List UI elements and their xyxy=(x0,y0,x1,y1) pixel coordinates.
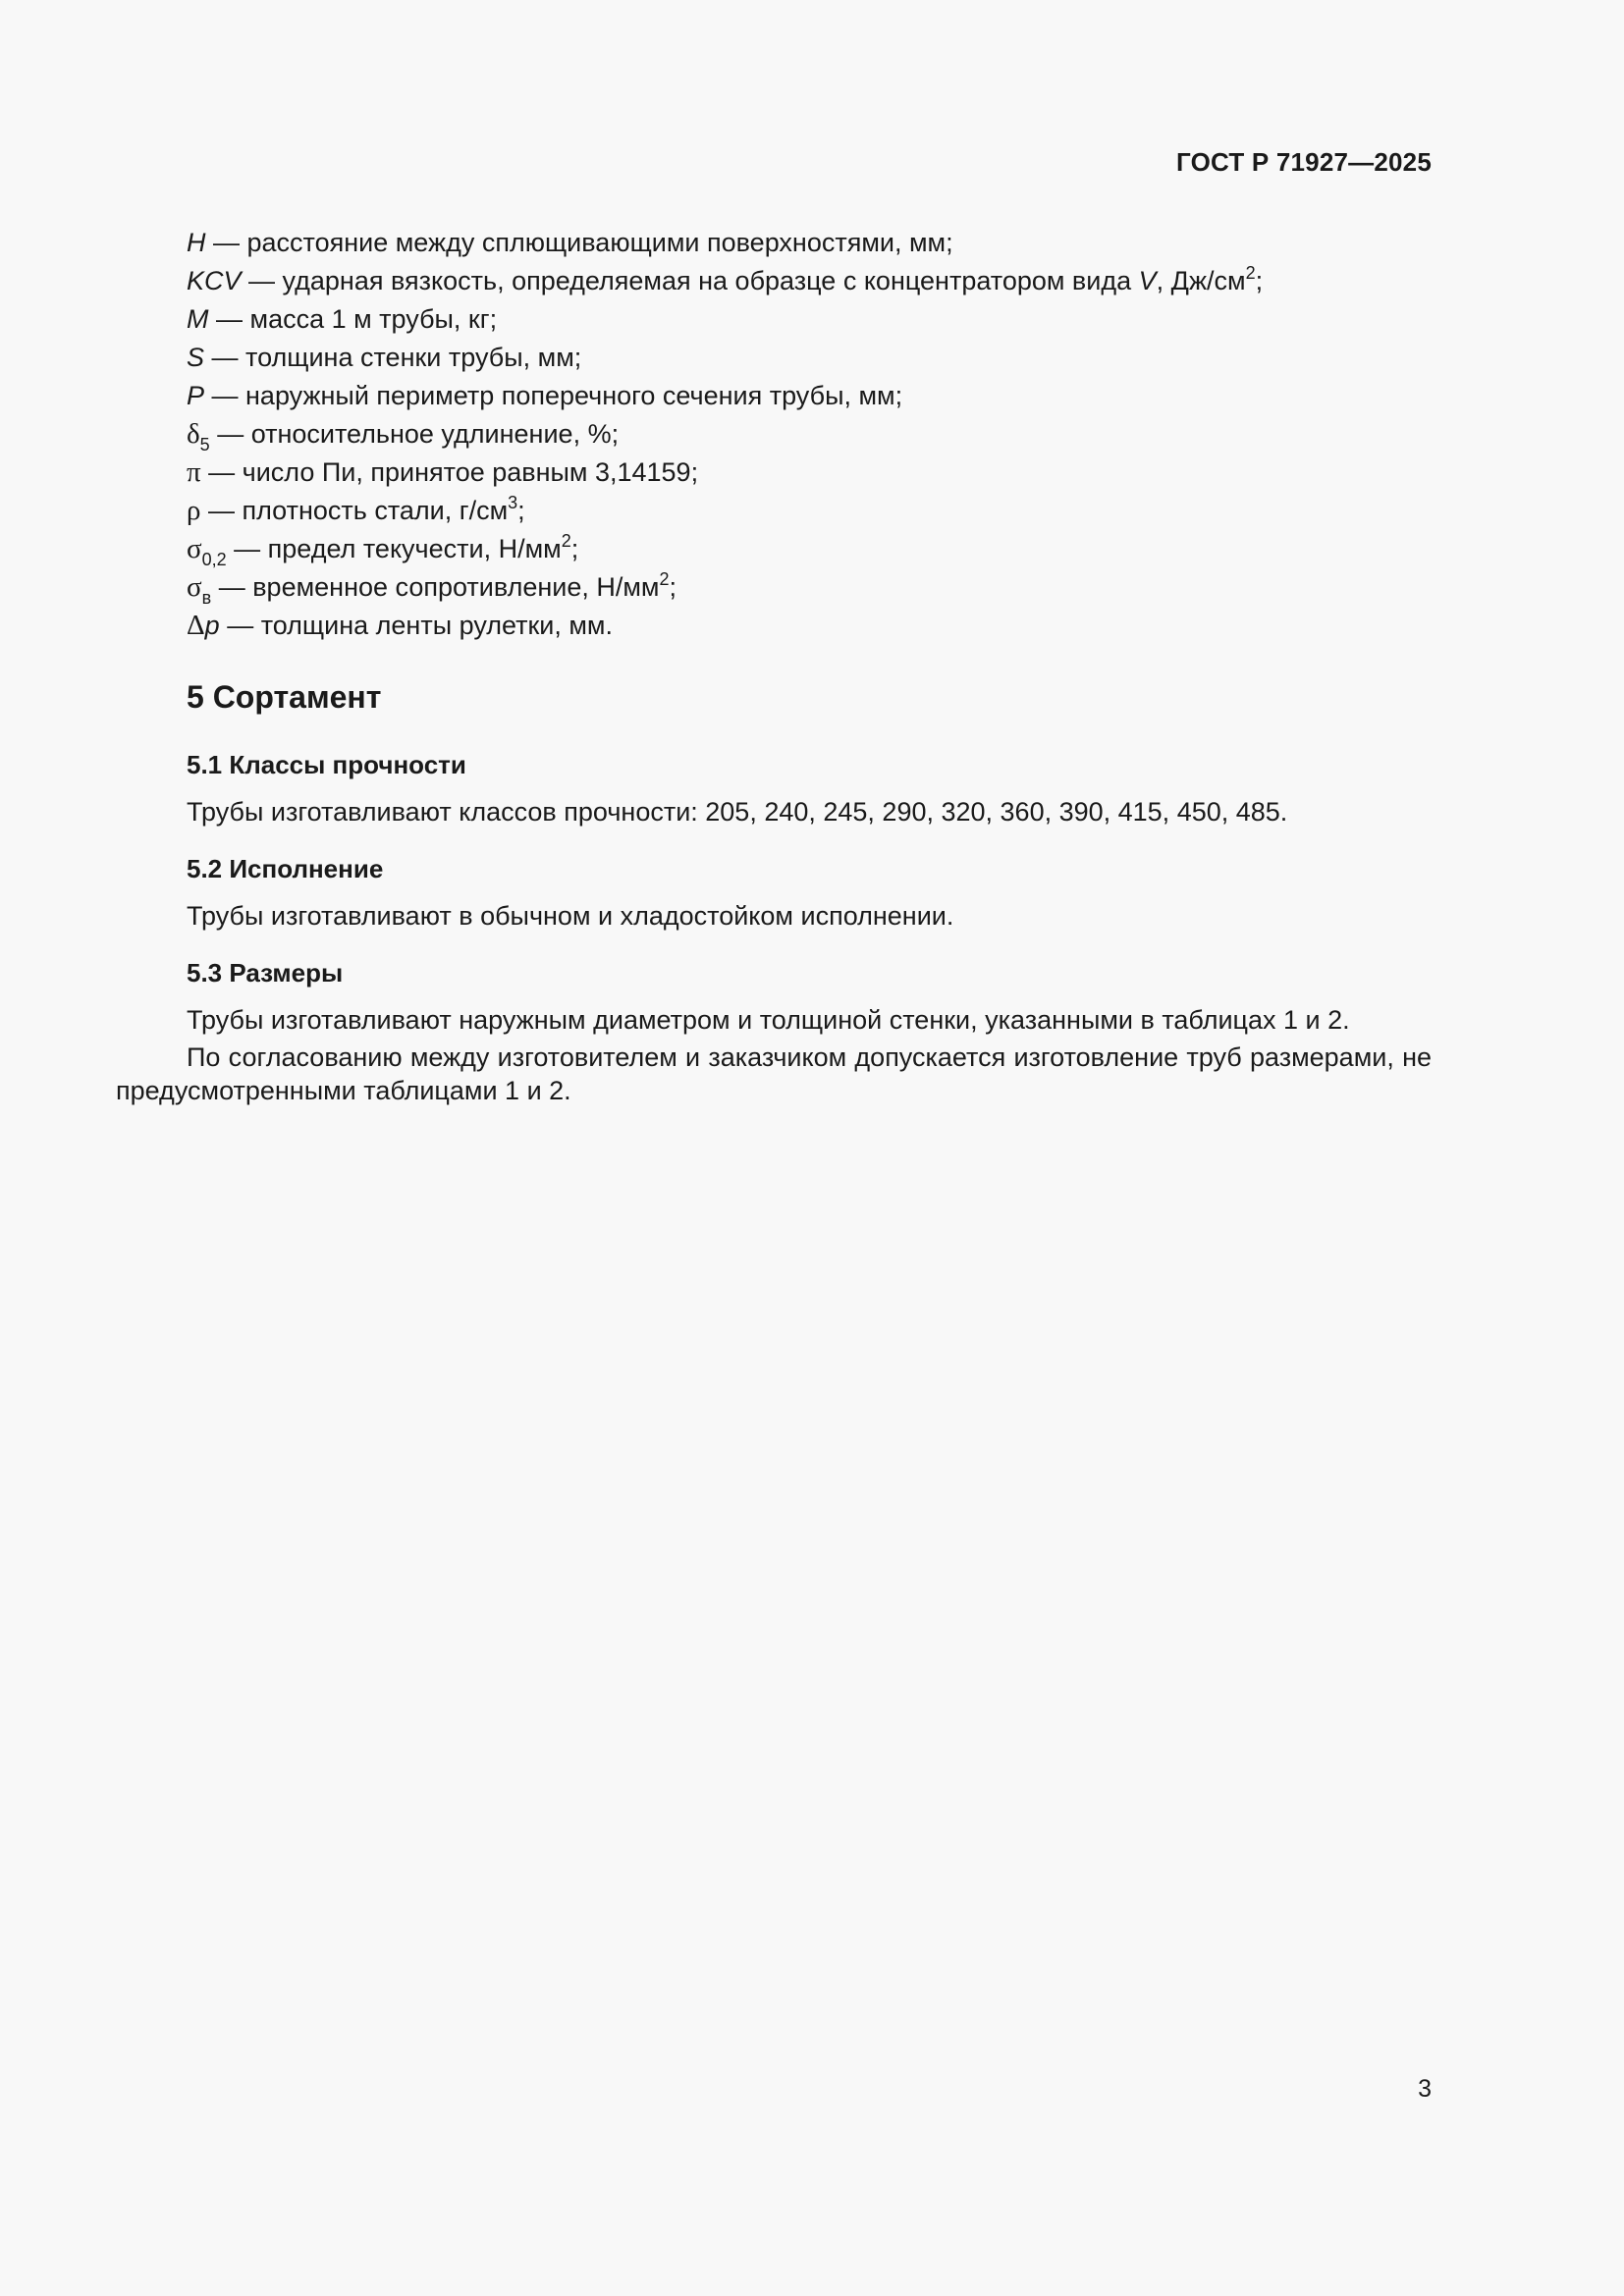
definition-symbol: δ xyxy=(187,418,200,450)
definition-pi xyxy=(187,454,1263,492)
definition-h xyxy=(187,224,1263,262)
dimensions-agreement-paragraph: По согласованию между изготовителем и заказчиком допускается изготовление труб размерами, не предусмотренными таблицами 1 и 2. xyxy=(116,1042,1432,1105)
subsection-heading-execution: 5.2 Исполнение xyxy=(187,854,384,883)
subscript: 0,2 xyxy=(201,550,227,569)
subsection-heading-strength-classes: 5.1 Классы прочности xyxy=(187,750,466,779)
definition-text: — временное сопротивление, Н/мм xyxy=(211,572,660,602)
definition-delta5 xyxy=(187,415,1263,454)
definition-text: — ударная вязкость, определяемая на образце с концентратором вида xyxy=(241,266,1139,295)
definition-symbol: KCV xyxy=(187,266,242,295)
definition-symbol: M xyxy=(187,304,209,334)
definition-symbol: P xyxy=(187,381,205,410)
subscript: в xyxy=(201,588,212,608)
section-title: 5 Сортамент xyxy=(187,679,382,715)
definition-text: — плотность стали, г/см xyxy=(200,496,509,525)
superscript: 3 xyxy=(508,493,518,512)
definition-text: — число Пи, принятое равным 3,14159; xyxy=(200,457,699,487)
execution-paragraph: Трубы изготавливают в обычном и хладостойком исполнении. xyxy=(187,901,954,931)
definition-text: — расстояние между сплющивающими поверхностями, мм; xyxy=(205,228,953,257)
definition-text: — предел текучести, Н/мм xyxy=(226,534,562,563)
definition-text: — наружный периметр поперечного сечения трубы, мм; xyxy=(204,381,903,410)
definition-tail: ; xyxy=(1255,266,1264,295)
definition-text: — толщина стенки трубы, мм; xyxy=(204,343,582,372)
subscript: 5 xyxy=(199,435,210,454)
subsection-heading-dimensions: 5.3 Размеры xyxy=(187,958,344,988)
definition-symbol: ρ xyxy=(187,495,201,526)
definition-symbol: σ xyxy=(187,571,202,603)
definition-delta-p xyxy=(187,607,1263,645)
definition-text: — масса 1 м трубы, кг; xyxy=(208,304,498,334)
definition-tail: ; xyxy=(517,496,525,525)
definition-symbol: Δ xyxy=(187,610,205,641)
definition-unit: , Дж/см xyxy=(1156,266,1246,295)
superscript: 2 xyxy=(561,531,571,551)
definition-m xyxy=(187,300,1263,339)
definition-symbol: π xyxy=(187,456,201,488)
definition-symbol: H xyxy=(187,228,206,257)
definition-sigmav xyxy=(187,568,1263,607)
superscript: 2 xyxy=(1245,263,1256,283)
strength-classes-paragraph: Трубы изготавливают классов прочности: 205, 240, 245, 290, 320, 360, 390, 415, 450, 485. xyxy=(187,797,1288,827)
definition-symbol: σ xyxy=(187,533,202,564)
definition-symbol-v: V xyxy=(1138,266,1157,295)
definition-kcv xyxy=(187,262,1263,300)
definition-s xyxy=(187,339,1263,377)
dimensions-paragraph: Трубы изготавливают наружным диаметром и толщиной стенки, указанными в таблицах 1 и 2. xyxy=(187,1005,1350,1035)
document-code: ГОСТ Р 71927—2025 xyxy=(1176,147,1432,177)
definition-symbol-p: p xyxy=(204,611,220,640)
definition-text: — толщина ленты рулетки, мм. xyxy=(219,611,613,640)
definition-rho xyxy=(187,492,1263,530)
definition-symbol: S xyxy=(187,343,205,372)
definition-tail: ; xyxy=(669,572,677,602)
definition-p xyxy=(187,377,1263,415)
superscript: 2 xyxy=(659,569,670,589)
definition-tail: ; xyxy=(570,534,579,563)
page-number: 3 xyxy=(1418,2075,1432,2103)
definition-sigma02 xyxy=(187,530,1263,568)
definition-text: — относительное удлинение, %; xyxy=(209,419,620,449)
symbol-definitions-list xyxy=(187,224,1263,645)
